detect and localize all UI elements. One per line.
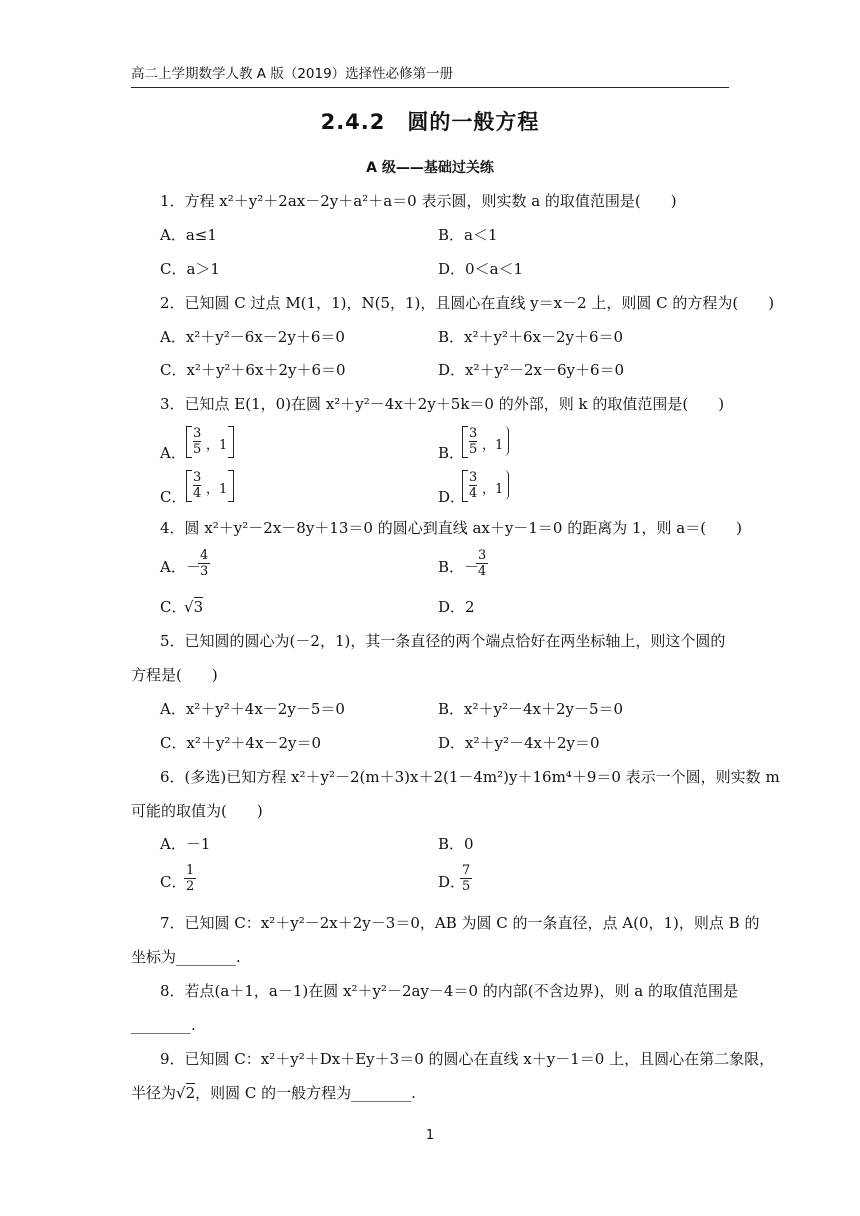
q6-option-c-fraction: $\frac{1}{2}$: [186, 863, 195, 894]
level-subtitle: A 级——基础过关练: [366, 160, 494, 176]
q3-option-c-interval: 3 4 ，1: [184, 470, 234, 502]
q2-option-b: B．x²＋y²＋6x－2y＋6＝0: [438, 328, 624, 346]
q6-option-b: B．0: [438, 835, 474, 853]
q2-stem: 2．已知圆 C 过点 M(1，1)，N(5，1)，且圆心在直线 y＝x－2 上，则圆 C 的方程为( ): [160, 294, 775, 312]
q3-option-c-label: C．: [160, 488, 187, 506]
q4-option-c-label: C．: [160, 598, 187, 616]
fraction: 3 4: [193, 470, 202, 501]
q6-option-a: A．－1: [160, 835, 211, 853]
closed-right-bracket: [228, 470, 234, 502]
q3-option-b-interval: 3 5 ，1: [460, 426, 510, 458]
q5-option-a: A．x²＋y²＋4x－2y－5＝0: [160, 700, 345, 718]
q2-option-a: A．x²＋y²－6x－2y＋6＝0: [160, 328, 345, 346]
q4-option-b-fraction: $\frac{3}{4}$: [478, 548, 487, 579]
q4-option-c-sqrt: √3: [184, 598, 204, 616]
q2-option-d: D．x²＋y²－2x－6y＋6＝0: [438, 361, 625, 379]
q5-stem-line2: 方程是( ): [131, 666, 218, 684]
q9-stem-line2: 半径为√2，则圆 C 的一般方程为________.: [131, 1084, 416, 1102]
q5-option-b: B．x²＋y²－4x＋2y－5＝0: [438, 700, 624, 718]
sqrt-icon: √: [184, 598, 194, 616]
closed-right-bracket: [228, 426, 234, 458]
closed-left-bracket: [186, 470, 192, 502]
q3-option-d-interval: 3 4 ，1: [460, 470, 510, 502]
q3-option-b-label: B．: [438, 444, 465, 462]
section-title: 2.4.2 圆的一般方程: [320, 110, 540, 134]
q4-option-d: D．2: [438, 598, 475, 616]
page-number: 1: [425, 1128, 435, 1143]
closed-left-bracket: [462, 470, 468, 502]
q6-stem-line1: 6．(多选)已知方程 x²＋y²－2(m＋3)x＋2(1－4m²)y＋16m⁴＋9＝0 表示一个圆，则实数 m: [160, 768, 780, 786]
q6-option-d-label: D．: [438, 873, 466, 891]
q3-option-a-interval: 3 5 ，1: [184, 426, 234, 458]
q7-stem-line2: 坐标为________.: [131, 948, 241, 966]
q3-option-a-label: A．: [160, 444, 186, 462]
q8-stem-line2: ________.: [131, 1016, 196, 1034]
q4-option-a-label: A．－: [160, 558, 201, 576]
q1-option-b: B．a＜1: [438, 226, 498, 244]
fraction: 3 5: [469, 426, 478, 457]
q2-option-c: C．x²＋y²＋6x＋2y＋6＝0: [160, 361, 346, 379]
closed-left-bracket: [186, 426, 192, 458]
q4-option-b-label: B．－: [438, 558, 480, 576]
q1-stem: 1．方程 x²＋y²＋2ax－2y＋a²＋a＝0 表示圆，则实数 a 的取值范围是( ): [160, 192, 677, 210]
q5-option-c: C．x²＋y²＋4x－2y＝0: [160, 734, 322, 752]
q1-option-a: A．a≤1: [160, 226, 217, 244]
q4-option-a-fraction: $\frac{4}{3}$: [200, 548, 209, 579]
q5-option-d: D．x²＋y²－4x＋2y＝0: [438, 734, 600, 752]
q6-option-d-fraction: $\frac{7}{5}$: [462, 863, 471, 894]
q6-stem-line2: 可能的取值为( ): [131, 802, 263, 820]
q5-stem-line1: 5．已知圆的圆心为(－2，1)，其一条直径的两个端点恰好在两坐标轴上，则这个圆的: [160, 632, 726, 650]
q4-stem: 4．圆 x²＋y²－2x－8y＋13＝0 的圆心到直线 ax＋y－1＝0 的距离为 1，则 a＝( ): [160, 519, 742, 537]
sqrt-icon: √: [176, 1084, 186, 1102]
page-header: 高二上学期数学人教 A 版（2019）选择性必修第一册: [131, 62, 729, 88]
fraction: 3 5: [193, 426, 202, 457]
q1-option-c: C．a＞1: [160, 260, 220, 278]
q9-stem-line1: 9．已知圆 C：x²＋y²＋Dx＋Ey＋3＝0 的圆心在直线 x＋y－1＝0 上，且圆心在第二象限，: [160, 1050, 775, 1068]
open-right-bracket: [504, 426, 509, 456]
q8-stem-line1: 8．若点(a＋1，a－1)在圆 x²＋y²－2ay－4＝0 的内部(不含边界)，则 a 的取值范围是: [160, 982, 738, 1000]
fraction: 3 4: [469, 470, 478, 501]
q3-stem: 3．已知点 E(1，0)在圆 x²＋y²－4x＋2y＋5k＝0 的外部，则 k 的取值范围是( ): [160, 395, 725, 413]
closed-left-bracket: [462, 426, 468, 458]
open-right-bracket: [504, 470, 509, 500]
q1-option-d: D．0＜a＜1: [438, 260, 524, 278]
q7-stem-line1: 7．已知圆 C：x²＋y²－2x＋2y－3＝0，AB 为圆 C 的一条直径，点 A(0，1)，则点 B 的: [160, 914, 760, 932]
q3-option-d-label: D．: [438, 488, 466, 506]
q6-option-c-label: C．: [160, 873, 187, 891]
